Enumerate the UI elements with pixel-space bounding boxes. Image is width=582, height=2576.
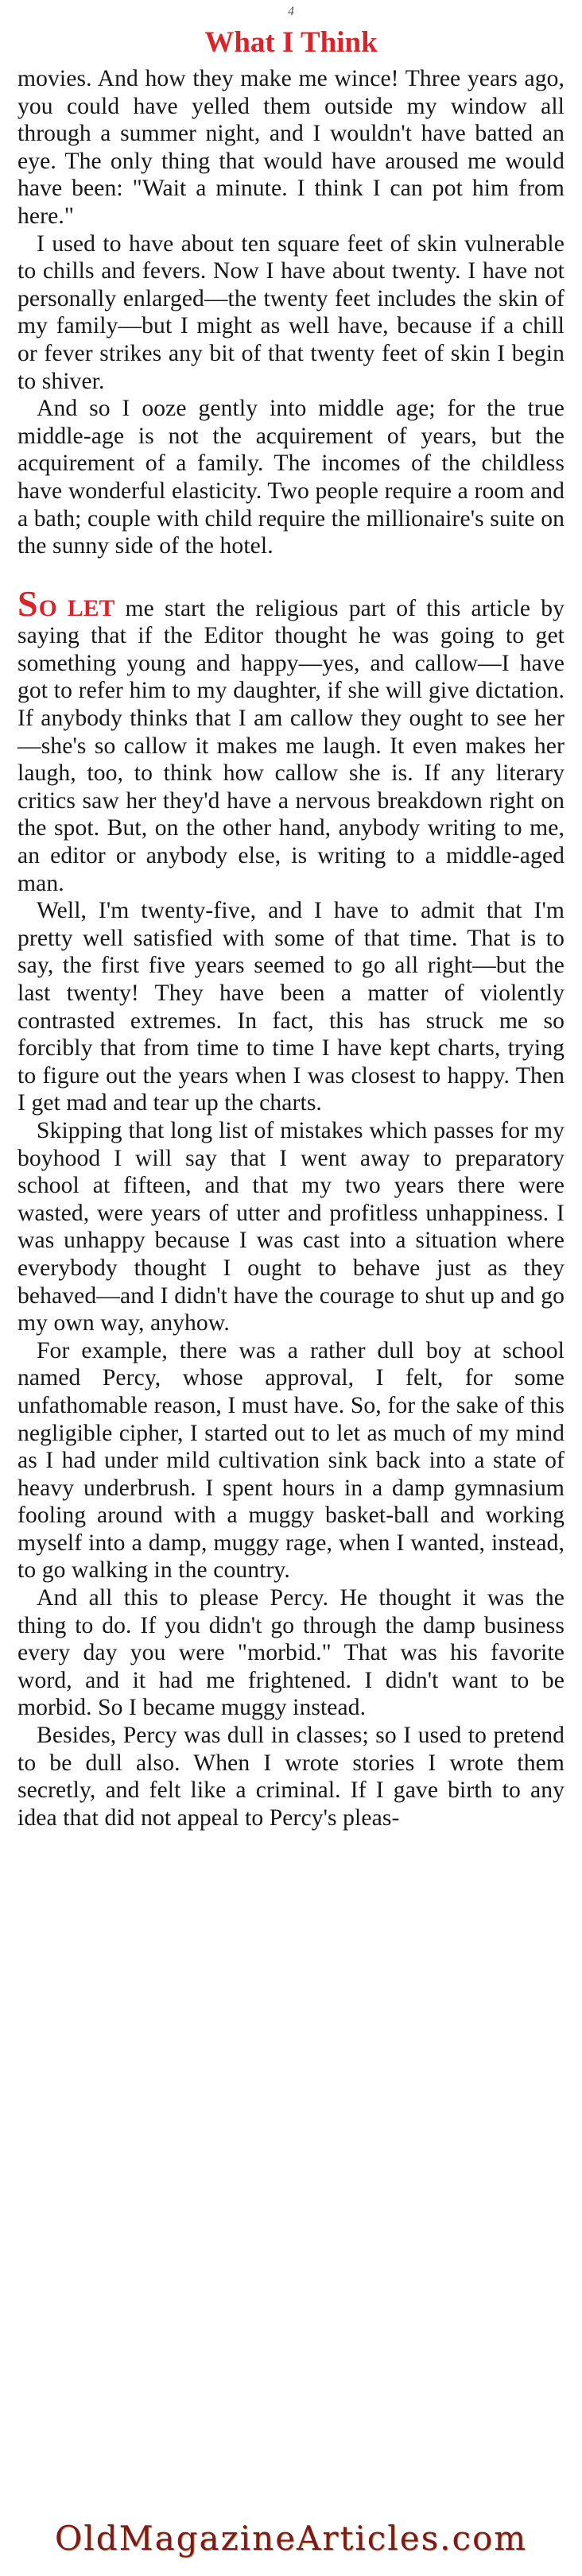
paragraph: Skipping that long list of mistakes which passes for my boyhood I will say that I went away to preparatory school at fifteen, and that my two years there were wasted, were years of utter and profitless unhappiness. I was unhappy because I was cast into a situation where everybody thought I ought to behave just as they behaved—and I didn't have the courage to shut up and go my own way, anyhow. <box>17 1117 565 1336</box>
article-title: What I Think <box>204 26 378 59</box>
article-body <box>17 65 565 1831</box>
footer-watermark-bar <box>0 2500 582 2576</box>
paragraph-text: me start the religious part of this article by saying that if the Editor thought he was going to get something young and happy—yes, and callow—I have got to refer him to my daughter, if she will give dictation. If anybody thinks that I am callow they ought to see her—she's so callow it makes me laugh. It even makes her laugh, too, to think how callow she is. If any literary critics saw her they'd have a nervous breakdown right on the spot. But, on the other hand, anybody writing to me, an editor or anybody else, is writing to a middle-aged man. <box>17 595 565 896</box>
paragraph: movies. And how they make me wince! Three years ago, you could have yelled them outside my window all through a summer night, and I wouldn't have batted an eye. The only thing that would have aroused me would have been: "Wait a minute. I think I can pot him from here." <box>17 66 565 229</box>
paragraph: Besides, Percy was dull in classes; so I used to pretend to be dull also. When I wrote stories I wrote them secretly, and felt like a criminal. If I gave birth to any idea that did not appeal to Percy's pleas- <box>17 1723 565 1831</box>
paragraph: Well, I'm twenty-five, and I have to admit that I'm pretty well satisfied with some of that time. That is to say, the first five years seemed to go all right—but the last twenty! They have been a matter of violently contrasted extremes. In fact, this has struck me so forcibly that from time to time I have kept charts, trying to figure out the years when I was closest to happy. Then I get mad and tear up the charts. <box>17 898 565 1116</box>
page-number: 4 <box>288 5 294 18</box>
paragraph: I used to have about ten square feet of skin vulnerable to chills and fevers. Now I have about twenty. I have not personally enlarged—the twenty feet includes the skin of my family—but I might as well have, because if a chill or fever strikes any bit of that twenty feet of skin I begin to shiver. <box>17 230 565 394</box>
paragraph: And so I ooze gently into middle age; for the true middle-age is not the acquirement of years, but the acquirement of a family. The incomes of the childless have wonderful elasticity. Two people require a room and a bath; couple with child require the millionaire's suite on the sunny side of the hotel. <box>17 396 565 559</box>
site-watermark: OldMagazineArticles.com <box>54 2518 528 2558</box>
paragraph: For example, there was a rather dull boy at school named Percy, whose approval, I felt, for some unfathomable reason, I must have. So, for the sake of this negligible cipher, I started out to let as much of my mind as I had under mild cultivation sink back into a state of heavy underbrush. I spent hours in a damp gymnasium fooling around with a muggy basket-ball and working myself into a damp, muggy rage, when I wanted, instead, to go walking in the country. <box>17 1337 565 1584</box>
paragraph: And all this to please Percy. He thought it was the thing to do. If you didn't go through the damp business every day you were "morbid." That was his favorite word, and it had me frightened. I didn't want to be morbid. So I became muggy instead. <box>17 1585 565 1721</box>
lead-in-caps: O LET <box>38 595 115 621</box>
section-break <box>17 560 565 590</box>
section-opening-paragraph <box>17 582 565 898</box>
drop-cap: S <box>17 582 38 624</box>
